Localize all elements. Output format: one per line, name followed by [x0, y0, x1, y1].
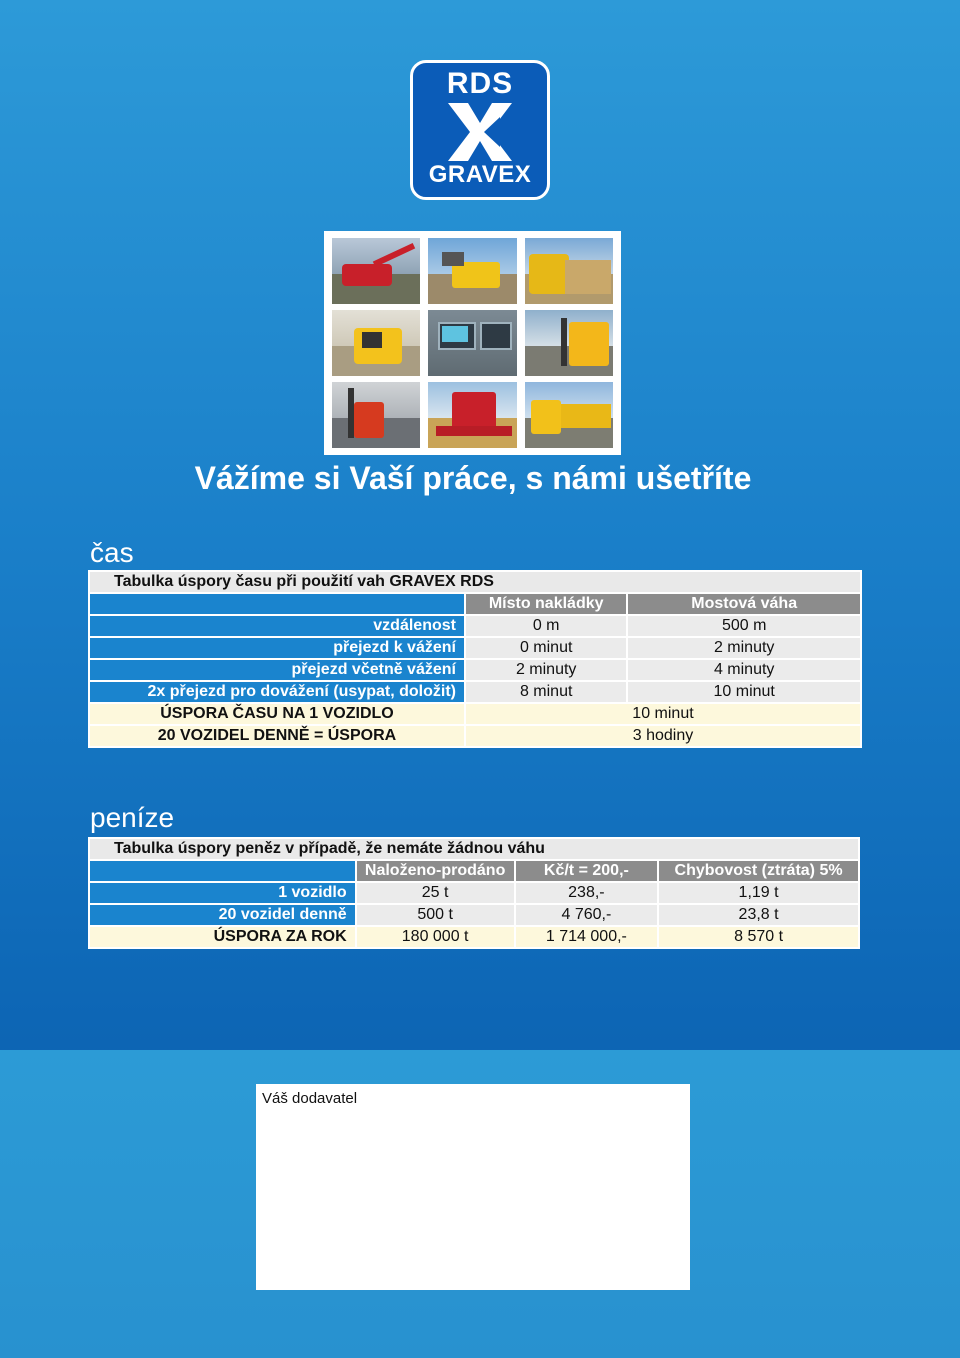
summary-row: [90, 704, 860, 724]
cell-value: 180 000 t: [357, 927, 514, 947]
gravex-logo: [410, 60, 550, 200]
cell-value: 2 minuty: [466, 660, 626, 680]
money-section-label: peníze: [90, 802, 175, 833]
col-header-loading-site: Místo nakládky: [466, 594, 626, 614]
col-header-loaded-sold: Naloženo-prodáno: [357, 861, 514, 881]
cell-value: 238,-: [516, 883, 658, 903]
photo-combine-harvester: [428, 382, 516, 448]
cell-value: 10 minut: [628, 682, 860, 702]
summary-row: [90, 927, 858, 947]
row-label: 1 vozidlo: [90, 883, 355, 903]
cell-value: 8 570 t: [659, 927, 858, 947]
cell-value: 1 714 000,-: [516, 927, 658, 947]
summary-value: 3 hodiny: [466, 726, 860, 746]
time-section-label: čas: [90, 537, 134, 568]
cell-value: 23,8 t: [659, 905, 858, 925]
logo-x-icon: [444, 103, 516, 161]
money-table-caption: Tabulka úspory peněz v případě, že nemáte žádnou váhu: [90, 839, 858, 859]
cell-value: 0 minut: [466, 638, 626, 658]
photo-reach-truck: [332, 382, 420, 448]
photo-wheel-loader: [428, 238, 516, 304]
supplier-label: Váš dodavatel: [262, 1090, 358, 1107]
cell-value: 4 760,-: [516, 905, 658, 925]
time-savings-table: [88, 570, 862, 748]
col-header-error-loss: Chybovost (ztráta) 5%: [659, 861, 858, 881]
table-row: [90, 638, 860, 658]
table-row: [90, 682, 860, 702]
table-row: [90, 883, 858, 903]
table-header-row: [90, 861, 858, 881]
table-row: [90, 660, 860, 680]
supplier-box: [256, 1084, 690, 1290]
table-header-row: [90, 594, 860, 614]
cell-value: 500 t: [357, 905, 514, 925]
cell-value: 8 minut: [466, 682, 626, 702]
col-header-bridge-scale: Mostová váha: [628, 594, 860, 614]
cell-value: 500 m: [628, 616, 860, 636]
cell-value: 0 m: [466, 616, 626, 636]
summary-label: ÚSPORA ZA ROK: [90, 927, 355, 947]
photo-truck: [525, 382, 613, 448]
table-row: [90, 905, 858, 925]
summary-label: ÚSPORA ČASU NA 1 VOZIDLO: [90, 704, 464, 724]
header-spacer: [90, 861, 355, 881]
row-label: 20 vozidel denně: [90, 905, 355, 925]
photo-telehandler: [332, 238, 420, 304]
summary-value: 10 minut: [466, 704, 860, 724]
col-header-price-per-ton: Kč/t = 200,-: [516, 861, 658, 881]
cell-value: 4 minuty: [628, 660, 860, 680]
table-caption-row: [90, 572, 860, 592]
money-savings-table: [88, 837, 860, 949]
table-row: [90, 616, 860, 636]
summary-label: 20 VOZIDEL DENNĚ = ÚSPORA: [90, 726, 464, 746]
row-label: 2x přejezd pro dovážení (usypat, doložit): [90, 682, 464, 702]
row-label: přejezd včetně vážení: [90, 660, 464, 680]
photo-scale-terminal: [428, 310, 516, 376]
photo-skid-steer: [332, 310, 420, 376]
row-label: přejezd k vážení: [90, 638, 464, 658]
summary-row: [90, 726, 860, 746]
logo-gravex-text: GRAVEX: [428, 161, 532, 188]
table-caption-row: [90, 839, 858, 859]
cell-value: 1,19 t: [659, 883, 858, 903]
header-spacer: [90, 594, 464, 614]
machinery-photo-grid: [324, 231, 621, 455]
cell-value: 2 minuty: [628, 638, 860, 658]
logo-rds-text: RDS: [446, 67, 514, 100]
time-table-caption: Tabulka úspory času při použití vah GRAVEX RDS: [90, 572, 860, 592]
photo-forklift: [525, 310, 613, 376]
cell-value: 25 t: [357, 883, 514, 903]
page-headline: Vážíme si Vaší práce, s námi ušetříte: [194, 460, 752, 496]
row-label: vzdálenost: [90, 616, 464, 636]
photo-loader-bucket: [525, 238, 613, 304]
